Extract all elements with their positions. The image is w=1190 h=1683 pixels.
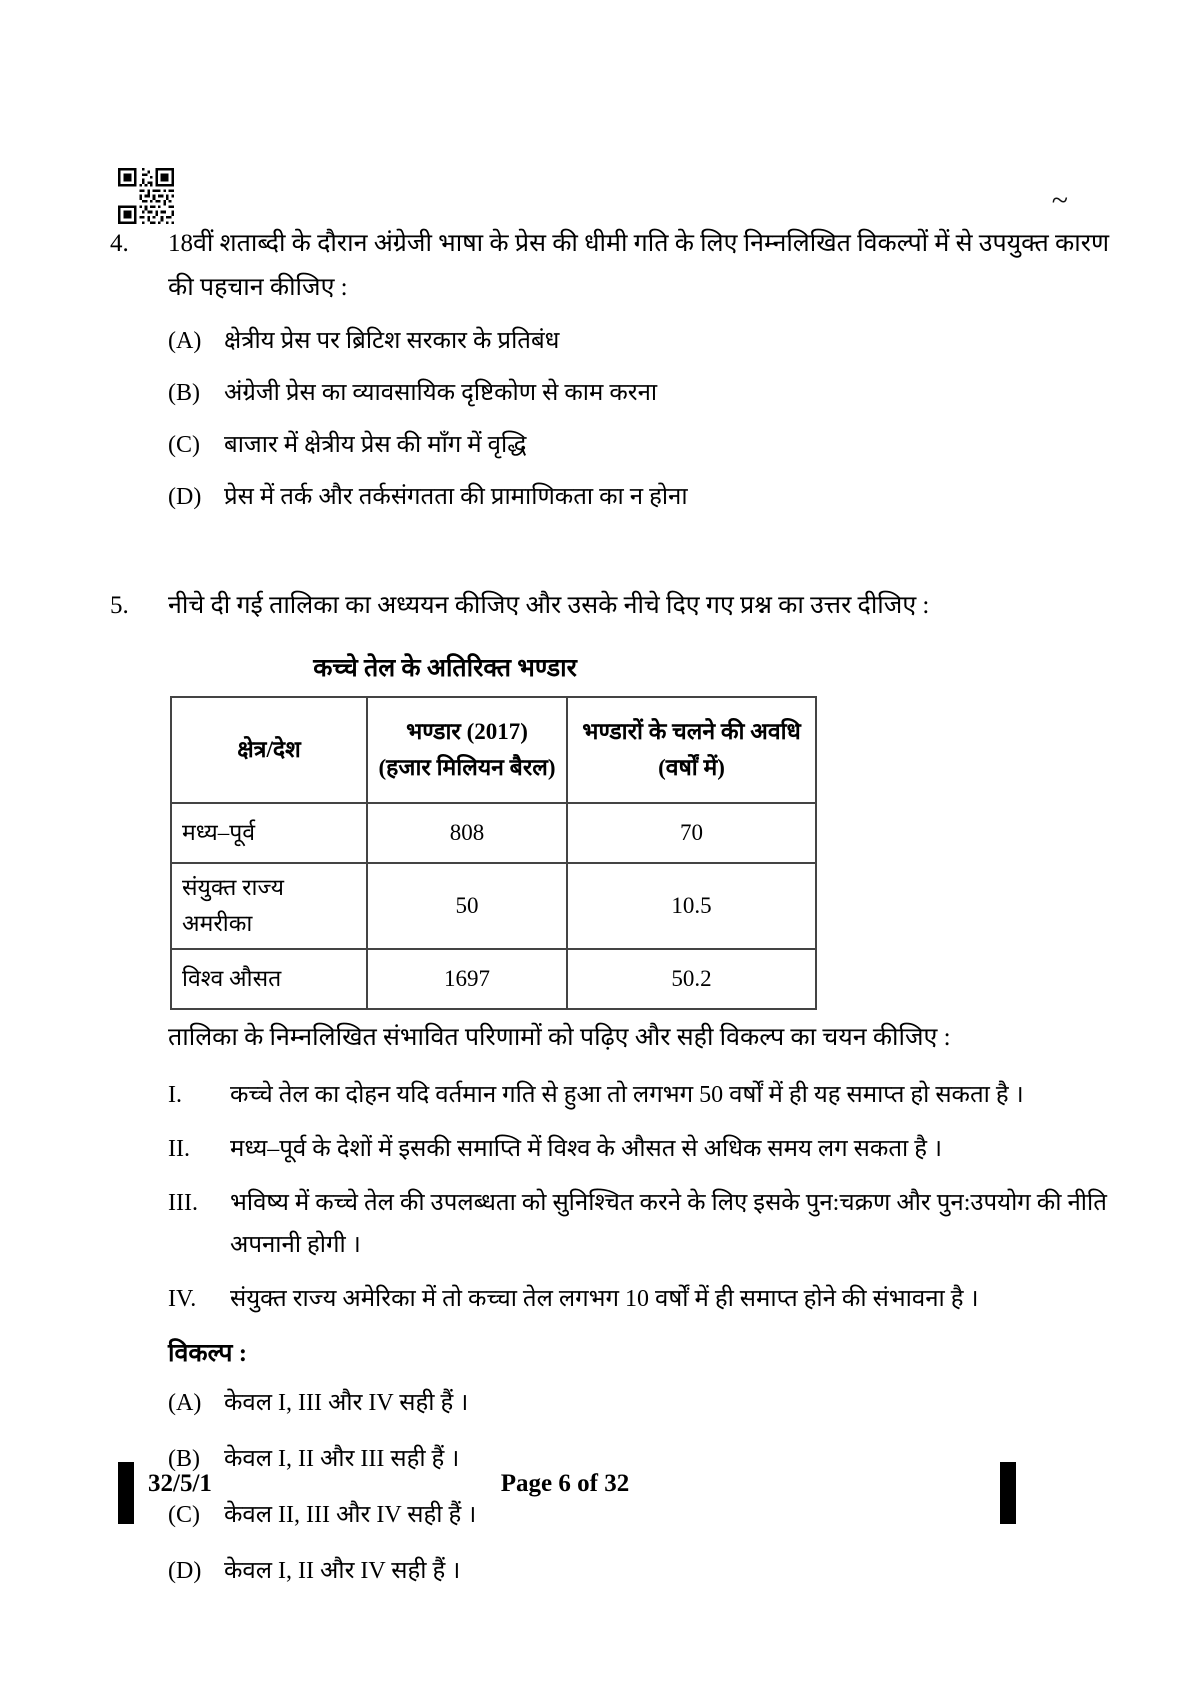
row-2-duration: 50.2	[567, 949, 816, 1009]
table-row	[171, 949, 816, 1009]
statement-ii-text: मध्य–पूर्व के देशों में इसकी समाप्ति में विश्व के औसत से अधिक समय लग सकता है ।	[230, 1136, 943, 1162]
option-b[interactable]	[168, 372, 1110, 414]
table-title: कच्चे तेल के अतिरिक्त भण्डार	[313, 655, 577, 682]
statement-iv-number: IV.	[168, 1286, 197, 1312]
table-header-duration-line1: भण्डारों के चलने की अवधि	[582, 719, 801, 744]
row-0-duration: 70	[567, 803, 816, 863]
option-c[interactable]	[168, 424, 1110, 466]
statement-ii-number: II.	[168, 1136, 190, 1162]
question-4-text: 18वीं शताब्दी के दौरान अंग्रेजी भाषा के प्रेस की धीमी गति के लिए निम्नलिखित विकल्पों में से उपयुक्त कारण की पहचान कीजिए :	[168, 230, 1110, 301]
q5-option-a[interactable]	[168, 1382, 1190, 1424]
q5-option-d-label: (D)	[168, 1558, 202, 1584]
q5-option-b-text: केवल I, II और III सही हैं ।	[224, 1446, 460, 1472]
row-0-reserves: 808	[367, 803, 567, 863]
option-d-label: (D)	[168, 484, 202, 510]
table-header-reserves	[367, 697, 567, 803]
row-0-region: मध्य–पूर्व	[171, 803, 367, 863]
statement-i	[168, 1074, 1120, 1116]
row-2-reserves: 1697	[367, 949, 567, 1009]
q5-option-c-label: (C)	[168, 1502, 200, 1528]
page-footer	[0, 1462, 1190, 1532]
q5-option-d[interactable]	[168, 1550, 1190, 1592]
row-1-reserves: 50	[367, 863, 567, 949]
row-1-duration: 10.5	[567, 863, 816, 949]
option-a-label: (A)	[168, 328, 202, 354]
tilde-mark: ~	[1051, 184, 1068, 217]
question-5	[0, 584, 1190, 628]
q5-option-c-text: केवल II, III और IV सही हैं ।	[224, 1502, 477, 1528]
statement-iii-text: भविष्य में कच्चे तेल की उपलब्धता को सुनिश्चित करने के लिए इसके पुन:चक्रण और पुन:उपयोग की नीति अपनानी होगी ।	[230, 1190, 1107, 1258]
statement-iii-number: III.	[168, 1190, 198, 1216]
question-4	[0, 222, 1190, 528]
options-heading: विकल्प :	[168, 1340, 248, 1367]
table-header-reserves-line2: (हजार मिलियन बैरल)	[378, 755, 556, 780]
table-header-region-line1: क्षेत्र/देश	[237, 737, 301, 762]
page-number: Page 6 of 32	[500, 1470, 630, 1497]
option-b-label: (B)	[168, 380, 200, 406]
table-wrapper	[0, 696, 1190, 1010]
option-d[interactable]	[168, 476, 1110, 518]
table-row	[171, 803, 816, 863]
table-header-row	[171, 697, 816, 803]
statement-iv-text: संयुक्त राज्य अमेरिका में तो कच्चा तेल लगभग 10 वर्षों में ही समाप्त होने की संभावना है ।	[230, 1286, 979, 1312]
paper-code: 32/5/1	[148, 1470, 212, 1497]
table-header-duration	[567, 697, 816, 803]
statements-list	[0, 1074, 1190, 1320]
option-c-label: (C)	[168, 432, 200, 458]
q5-option-a-text: केवल I, III और IV सही हैं ।	[224, 1390, 469, 1416]
statement-iv	[168, 1278, 1120, 1320]
q5-option-b-label: (B)	[168, 1446, 200, 1472]
q5-option-d-text: केवल I, II और IV सही हैं ।	[224, 1558, 461, 1584]
question-4-number: 4.	[110, 230, 129, 257]
option-c-text: बाजार में क्षेत्रीय प्रेस की माँग में वृद्धि	[224, 432, 527, 458]
question-5-text: नीचे दी गई तालिका का अध्ययन कीजिए और उसके नीचे दिए गए प्रश्न का उत्तर दीजिए :	[168, 592, 930, 619]
table-header-reserves-line1: भण्डार (2017)	[406, 719, 528, 744]
row-1-region: संयुक्त राज्य अमरीका	[171, 863, 367, 949]
question-spacer	[0, 528, 1190, 584]
table-header-duration-line2: (वर्षों में)	[658, 755, 725, 780]
q5-option-a-label: (A)	[168, 1390, 202, 1416]
statement-i-text: कच्चे तेल का दोहन यदि वर्तमान गति से हुआ तो लगभग 50 वर्षों में ही यह समाप्त हो सकता है ।	[230, 1082, 1024, 1108]
statement-i-number: I.	[168, 1082, 182, 1108]
row-2-region: विश्व औसत	[171, 949, 367, 1009]
statement-ii	[168, 1128, 1120, 1170]
question-4-options	[168, 320, 1110, 518]
statements-lead-in: तालिका के निम्नलिखित संभावित परिणामों को पढ़िए और सही विकल्प का चयन कीजिए :	[168, 1024, 951, 1051]
option-a[interactable]	[168, 320, 1110, 362]
qr-code-icon	[118, 168, 174, 224]
crude-oil-reserves-table	[170, 696, 817, 1010]
table-row	[171, 863, 816, 949]
page-content	[0, 222, 1190, 1606]
question-5-number: 5.	[110, 592, 129, 619]
table-header-region	[171, 697, 367, 803]
option-b-text: अंग्रेजी प्रेस का व्यावसायिक दृष्टिकोण से काम करना	[224, 380, 658, 406]
option-d-text: प्रेस में तर्क और तर्कसंगतता की प्रामाणिकता का न होना	[224, 484, 688, 510]
statement-iii	[168, 1182, 1120, 1266]
option-a-text: क्षेत्रीय प्रेस पर ब्रिटिश सरकार के प्रतिबंध	[224, 328, 560, 354]
